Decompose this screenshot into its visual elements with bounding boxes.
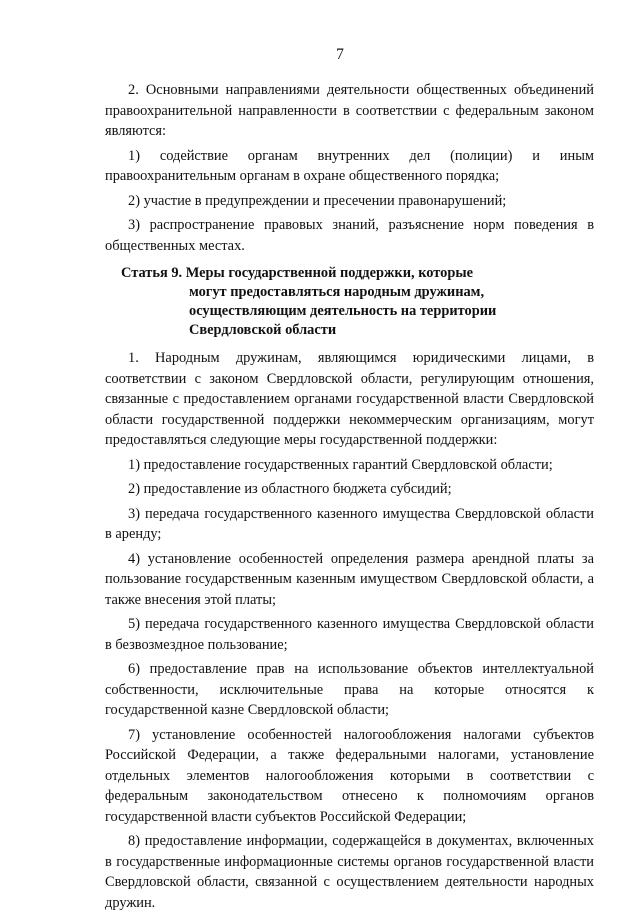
list-item: 5) передача государственного казенного имущества Свердловской области в безвозмездное пользование; (105, 616, 594, 653)
list-item: 7) установление особенностей налогообложения налогами субъектов Российской Федерации, а также федеральными налогами, установление отдельных элементов налогообложения которыми в соответствии с федеральным законодательством отнесено к полномочиям органов государственной власти субъектов Российской Федерации; (105, 726, 594, 825)
list-item: 1) содействие органам внутренних дел (полиции) и иным правоохранительным органам в охране общественного порядка; (105, 147, 594, 184)
list-item: 3) передача государственного казенного имущества Свердловской области в аренду; (105, 505, 594, 542)
list-item: 2) участие в предупреждении и пресечении правонарушений; (128, 192, 507, 209)
list-item: 1) предоставление государственных гарантий Свердловской области; (128, 456, 553, 473)
list-item: 8) предоставление информации, содержащейся в документах, включенных в государственные информационные системы органов государственной власти Свердловской области, связанной с осуществлением деятельности народных дружин. (105, 833, 594, 911)
list-item: 6) предоставление прав на использование объектов интеллектуальной собственности, исключительные права на которые относятся к государственной казне Свердловской области; (105, 661, 594, 718)
article-heading-continuation: могут предоставляться народным дружинам, осуществляющим деятельность на территории Свердловской области (189, 284, 497, 338)
article-heading-line: Статья 9. Меры государственной поддержки, которые (121, 265, 473, 281)
page-number: 7 (336, 46, 344, 63)
list-item: 2) предоставление из областного бюджета субсидий; (128, 481, 452, 497)
section-2-intro: 2. Основными направлениями деятельности общественных объединений правоохранительной направленности в соответствии с федеральным законом являются: (105, 82, 594, 139)
document-body (105, 80, 594, 917)
article-9-part-1-intro: 1. Народным дружинам, являющимся юридическими лицами, в соответствии с законом Свердловской области, регулирующим отношения, связанные с предоставлением органами государственной власти Свердловской области государственной поддержки некоммерческим организациям, могут предоставляться следующие меры государственной поддержки: (105, 350, 594, 448)
list-item: 4) установление особенностей определения размера арендной платы за пользование государственным казенным имуществом Свердловской области, а также внесения этой платы; (105, 550, 594, 608)
article-9-heading (121, 264, 594, 340)
list-item: 3) распространение правовых знаний, разъяснение норм поведения в общественных местах. (105, 217, 594, 254)
